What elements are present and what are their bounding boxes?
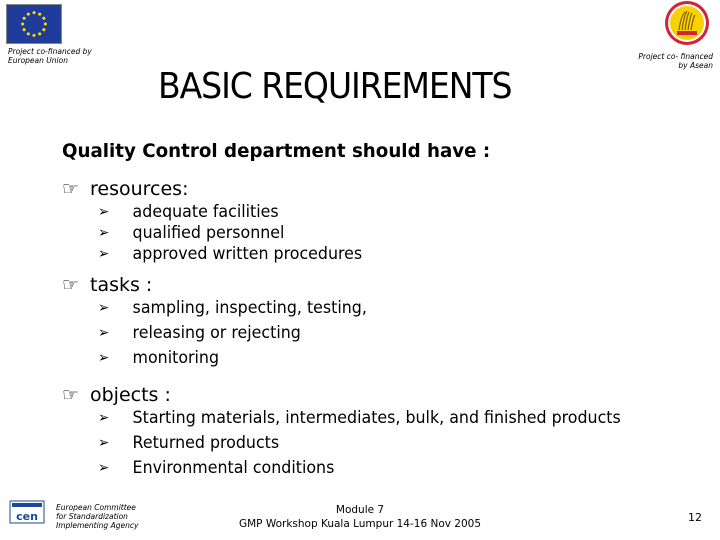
- list-item: [98, 298, 367, 317]
- arrowhead-icon: ➢: [98, 299, 110, 316]
- cen-caption-line2: for Standardization: [56, 512, 128, 521]
- arrowhead-icon: ➢: [98, 224, 110, 241]
- eu-cofinance-caption: [8, 47, 108, 65]
- asean-caption-line1: Project co- financed: [638, 52, 713, 61]
- section-tasks: [62, 274, 152, 296]
- list-item: [98, 348, 219, 367]
- cen-caption-line3: Implementing Agency: [56, 521, 139, 530]
- footer-workshop: GMP Workshop Kuala Lumpur 14-16 Nov 2005: [238, 518, 482, 530]
- arrowhead-icon: ➢: [98, 459, 110, 476]
- pointing-hand-icon: ☞: [62, 274, 80, 296]
- asean-logo: [664, 0, 710, 46]
- list-item-text: Starting materials, intermediates, bulk, and finished products: [132, 408, 621, 427]
- footer-module: Module 7: [335, 504, 385, 516]
- pointing-hand-icon: ☞: [62, 384, 80, 406]
- eu-caption-line1: Project co-financed by: [8, 47, 92, 56]
- eu-flag-logo: [6, 4, 62, 44]
- list-item-text: Environmental conditions: [132, 458, 335, 477]
- eu-caption-line2: European Union: [8, 56, 68, 65]
- asean-cofinance-caption: [600, 52, 713, 70]
- section-objects: [62, 384, 171, 406]
- section-label: resources:: [90, 178, 189, 200]
- section-resources: [62, 178, 188, 200]
- list-item-text: adequate facilities: [132, 202, 279, 221]
- arrowhead-icon: ➢: [98, 203, 110, 220]
- svg-text:cen: cen: [16, 510, 38, 523]
- asean-caption-line2: by Asean: [678, 61, 713, 70]
- cen-caption: [56, 503, 156, 530]
- list-item-text: Returned products: [132, 433, 280, 452]
- pointing-hand-icon: ☞: [62, 178, 80, 200]
- list-item-text: releasing or rejecting: [132, 323, 301, 342]
- list-item: [98, 458, 334, 477]
- list-item: [98, 323, 301, 342]
- list-item: [98, 244, 362, 263]
- footer-module-info: [200, 503, 520, 531]
- arrowhead-icon: ➢: [98, 349, 110, 366]
- list-item: [98, 202, 279, 221]
- list-item-text: monitoring: [132, 348, 220, 367]
- section-label: objects :: [90, 384, 171, 406]
- section-label: tasks :: [90, 274, 153, 296]
- list-item: [98, 223, 284, 242]
- page-number: 12: [688, 511, 702, 524]
- arrowhead-icon: ➢: [98, 434, 110, 451]
- arrowhead-icon: ➢: [98, 245, 110, 262]
- list-item: [98, 433, 279, 452]
- list-item-text: approved written procedures: [132, 244, 363, 263]
- arrowhead-icon: ➢: [98, 324, 110, 341]
- arrowhead-icon: ➢: [98, 409, 110, 426]
- list-item-text: sampling, inspecting, testing,: [132, 298, 367, 317]
- slide-subtitle: Quality Control department should have :: [62, 140, 491, 162]
- list-item: [98, 408, 621, 427]
- cen-caption-line1: European Committee: [56, 503, 136, 512]
- slide-title: BASIC REQUIREMENTS: [158, 66, 512, 107]
- list-item-text: qualified personnel: [132, 223, 285, 242]
- cen-logo: [8, 497, 46, 527]
